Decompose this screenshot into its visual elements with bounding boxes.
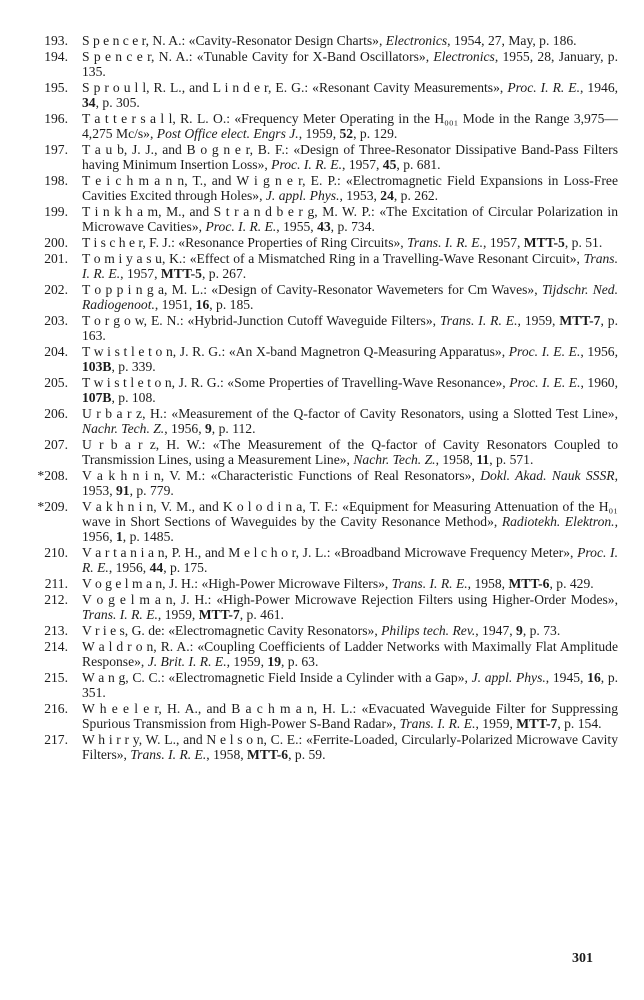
reference-text: T a u b, J. J., and B o g n e r, B. F.: «Design of Three-Resonator Dissipative Band-Pass Filters having Minimum Insertion Loss», [82, 142, 618, 172]
volume-number: 16 [587, 670, 601, 686]
journal-title: Trans. I. R. E. [399, 716, 476, 732]
reference-number: 195. [44, 80, 68, 96]
reference-number: 216. [44, 701, 68, 717]
reference-number: 197. [44, 142, 68, 158]
reference-text: , p. 1485. [122, 529, 174, 544]
reference-item [18, 500, 618, 545]
reference-number: 215. [44, 670, 68, 686]
reference-text: T a t t e r s a l l, R. L. O.: «Frequency Meter Operating in the H₀₀₁ Mode in the Range 3,975—4,275 Mc/s», [82, 111, 618, 141]
reference-text: , p. 267. [201, 266, 247, 282]
reference-item [18, 236, 618, 251]
reference-text: , p. 108. [111, 390, 156, 406]
reference-text: V o g e l m a n, J. H.: «High-Power Microwave Filters», [82, 576, 392, 592]
reference-item [18, 143, 618, 173]
journal-title: Dokl. Akad. Nauk SSSR [480, 468, 615, 484]
reference-text: T i s c h e r, F. J.: «Resonance Properties of Ring Circuits», [82, 235, 408, 251]
journal-title: Proc. I. R. E. [205, 219, 277, 234]
reference-item [18, 624, 618, 639]
journal-title: Proc. I. R. E. [507, 80, 581, 96]
reference-text: S p e n c e r, N. A.: «Cavity-Resonator Design Charts», [82, 33, 386, 48]
reference-number: 202. [44, 282, 68, 298]
journal-title: Proc. I. R. E. [271, 157, 343, 172]
reference-item [18, 81, 618, 111]
journal-title: Tijdschr. Ned. Radiogenoot. [82, 282, 619, 313]
reference-text: T o p p i n g a, M. L.: «Design of Cavity-Resonator Wavemeters for Cm Waves», [82, 282, 542, 298]
reference-text: , p. 681. [396, 157, 441, 172]
reference-text: , 1959, [475, 716, 517, 732]
reference-text: , p. 351. [82, 670, 619, 701]
reference-item [18, 469, 618, 499]
volume-number: 9 [205, 421, 212, 437]
reference-text: , 1957, [342, 157, 383, 172]
volume-number: 24 [380, 188, 394, 203]
reference-text: , p. 185. [209, 297, 254, 313]
reference-text: , p. 779. [129, 483, 174, 499]
journal-title: Post Office elect. Engrs J. [156, 126, 299, 141]
reference-text: , p. 305. [95, 95, 140, 110]
reference-text: , 1956, [108, 560, 150, 575]
reference-number: 194. [44, 49, 68, 65]
volume-number: 19 [267, 654, 281, 670]
volume-number: MTT-7 [559, 313, 601, 329]
reference-item [18, 640, 618, 670]
reference-text: , 1956, [164, 421, 205, 437]
reference-text: W h e e l e r, H. A., and B a c h m a n, H. L.: «Evacuated Waveguide Filter for Suppressing Spurious Transmission from High-Power S-Band Radar», [82, 701, 618, 732]
journal-title: Trans. I. R. E. [82, 607, 158, 623]
reference-text: S p e n c e r, N. A.: «Tunable Cavity for X-Band Oscillators», [82, 49, 434, 65]
volume-number: 52 [339, 126, 354, 141]
reference-text: T w i s t l e t o n, J. R. G.: «Some Properties of Travelling-Wave Resonance», [82, 375, 510, 391]
volume-number: 9 [516, 623, 523, 639]
reference-text: , 1958, [206, 747, 248, 763]
reference-item [18, 174, 618, 204]
reference-item [18, 438, 618, 468]
reference-text: , p. 175. [163, 560, 208, 575]
reference-text: , 1947, [475, 623, 517, 639]
volume-number: 16 [195, 297, 210, 313]
reference-text: , p. 51. [564, 235, 603, 251]
reference-text: , 1959, [517, 313, 560, 329]
reference-text: , 1956, [580, 344, 618, 360]
reference-number: 206. [44, 406, 68, 422]
reference-number: 217. [44, 732, 68, 748]
reference-number: 196. [44, 111, 68, 127]
journal-title: Trans. I. R. E. [407, 235, 484, 251]
reference-text: T o m i y a s u, K.: «Effect of a Mismatched Ring in a Travelling-Wave Resonant Circuit», [82, 251, 584, 267]
journal-title: J. Brit. I. R. E. [147, 654, 227, 670]
journal-title: Radiotekh. Elektron. [501, 514, 615, 530]
reference-text: T i n k h a m, M., and S t r a n d b e r g, M. W. P.: «The Excitation of Circular Polarization in Microwave Cavities», [82, 204, 618, 234]
journal-title: Philips tech. Rev. [381, 623, 476, 639]
reference-number: 203. [44, 313, 68, 329]
journal-title: Trans. I. R. E. [130, 747, 207, 763]
reference-text: T o r g o w, E. N.: «Hybrid-Junction Cutoff Waveguide Filters», [82, 313, 440, 329]
reference-text: , p. 734. [330, 219, 375, 234]
volume-number: 103B [82, 359, 112, 375]
reference-text: , 1953, [339, 188, 381, 203]
reference-text: , 1958, [467, 576, 509, 592]
reference-number: 212. [44, 592, 68, 608]
reference-list [18, 34, 618, 764]
reference-item [18, 702, 618, 732]
reference-item [18, 733, 618, 763]
reference-text: , 1956, [82, 514, 618, 544]
reference-text: , 1951, [154, 297, 196, 313]
reference-text: W h i r r y, W. L., and N e l s o n, C. E.: «Ferrite-Loaded, Circularly-Polarized Microwave Cavity Filters», [82, 732, 618, 763]
reference-text: , p. 339. [111, 359, 156, 375]
journal-title: Trans. I. R. E. [439, 313, 518, 329]
reference-number: 204. [44, 344, 68, 360]
reference-text: W a l d r o n, R. A.: «Coupling Coefficients of Ladder Networks with Maximally Flat Amplitude Response», [82, 639, 618, 670]
reference-item [18, 112, 618, 142]
reference-item [18, 252, 618, 282]
reference-text: , p. 63. [280, 654, 319, 670]
reference-text: S p r o u l l, R. L., and L i n d e r, E. G.: «Resonant Cavity Measurements», [82, 80, 508, 96]
reference-text: , 1945, [545, 670, 588, 686]
reference-number: 200. [44, 235, 68, 251]
reference-number: 198. [44, 173, 68, 189]
reference-item [18, 345, 618, 375]
journal-title: J. appl. Phys. [471, 670, 546, 686]
volume-number: 1 [115, 529, 123, 544]
reference-text: V r i e s, G. de: «Electromagnetic Cavity Resonators», [82, 623, 382, 639]
reference-item [18, 205, 618, 235]
reference-text: , p. 59. [288, 747, 326, 763]
journal-title: Proc. I. E. E. [508, 344, 581, 360]
reference-text: , p. 163. [82, 313, 618, 344]
reference-number: 214. [44, 639, 68, 655]
reference-text: , 1957, [120, 266, 161, 282]
volume-number: 44 [149, 560, 164, 575]
journal-title: Proc. I. E. E. [509, 375, 581, 391]
volume-number: MTT-6 [247, 747, 289, 763]
volume-number: 34 [82, 95, 96, 110]
reference-item [18, 593, 618, 623]
volume-number: MTT-7 [516, 716, 558, 732]
reference-number: 210. [44, 545, 68, 561]
reference-text: , 1959, [298, 126, 340, 141]
reference-text: , p. 429. [549, 576, 594, 592]
reference-text: , 1959, [157, 607, 199, 623]
reference-text: , 1958, [435, 452, 477, 468]
reference-text: , 1955, [276, 219, 318, 234]
reference-text: , p. 262. [393, 188, 439, 203]
reference-text: , p. 129. [353, 126, 398, 141]
reference-text: , p. 112. [211, 421, 256, 437]
volume-number: 107B [82, 390, 112, 406]
reference-text: , p. 461. [239, 607, 284, 623]
journal-title: J. appl. Phys. [265, 188, 340, 203]
reference-text: , 1954, 27, May, p. 186. [447, 33, 577, 48]
volume-number: MTT-5 [160, 266, 202, 282]
volume-number: MTT-7 [198, 607, 240, 623]
reference-text: , p. 571. [489, 452, 534, 468]
reference-text: , 1955, 28, January, p. 135. [82, 49, 618, 79]
journal-title: Nachr. Tech. Z. [82, 421, 165, 437]
reference-text: , 1946, [580, 80, 619, 96]
volume-number: 91 [115, 483, 130, 499]
reference-text: U r b a r z, H. W.: «The Measurement of the Q-factor of Cavity Resonators Coupled to Transmission Lines, using a Measurement Line», [82, 437, 618, 468]
reference-text: , 1957, [483, 235, 524, 251]
reference-item [18, 314, 618, 344]
reference-text: T e i c h m a n n, T., and W i g n e r, E. P.: «Electromagnetic Field Expansions in Loss-Free Cavities Excited through Holes», [82, 173, 618, 203]
volume-number: MTT-5 [523, 235, 565, 251]
reference-text: V a k h n i n, V. M., and K o l o d i n a, T. F.: «Equipment for Measuring Attenuation of the H₀₁ wave in Short Sections of Waveguides by the Cavity Resonance Method», [82, 499, 618, 530]
reference-text: T w i s t l e t o n, J. R. G.: «An X-band Magnetron Q-Measuring Apparatus», [82, 344, 509, 360]
journal-title: Electronics [433, 49, 495, 65]
reference-number: *208. [37, 468, 68, 484]
volume-number: 45 [382, 157, 397, 172]
reference-item [18, 546, 618, 576]
reference-text: V a r t a n i a n, P. H., and M e l c h o r, J. L.: «Broadband Microwave Frequency Meter», [82, 545, 578, 561]
reference-item [18, 376, 618, 406]
reference-item [18, 283, 618, 313]
reference-number: 199. [44, 204, 68, 220]
reference-item [18, 671, 618, 701]
reference-number: 205. [44, 375, 68, 391]
reference-text: , 1960, [580, 375, 618, 391]
reference-text: , p. 73. [522, 623, 561, 639]
reference-number: *209. [37, 499, 68, 515]
journal-title: Trans. I. R. E. [82, 251, 618, 282]
reference-number: 207. [44, 437, 68, 453]
journal-title: Electronics [385, 33, 448, 48]
reference-text: , 1959, [226, 654, 268, 670]
volume-number: 11 [476, 452, 490, 468]
reference-number: 193. [44, 33, 68, 48]
volume-number: MTT-6 [508, 576, 550, 592]
reference-text: , p. 154. [557, 716, 602, 732]
reference-number: 201. [44, 251, 68, 267]
volume-number: 43 [317, 219, 331, 234]
journal-title: Proc. I. R. E. [82, 545, 618, 575]
journal-title: Trans. I. R. E. [391, 576, 468, 592]
reference-item [18, 50, 618, 80]
reference-text: , 1953, [82, 468, 618, 499]
page-number: 301 [572, 951, 593, 966]
journal-title: Nachr. Tech. Z. [353, 452, 436, 468]
reference-text: V o g e l m a n, J. H.: «High-Power Microwave Rejection Filters using Higher-Order Modes», [82, 592, 618, 608]
reference-text: U r b a r z, H.: «Measurement of the Q-factor of Cavity Resonators, using a Slotted Test Line», [82, 406, 618, 422]
reference-text: V a k h n i n, V. M.: «Characteristic Functions of Real Resonators», [82, 468, 481, 484]
reference-text: W a n g, C. C.: «Electromagnetic Field Inside a Cylinder with a Gap», [82, 670, 472, 686]
reference-number: 211. [44, 576, 68, 592]
reference-item [18, 34, 618, 49]
reference-item [18, 407, 618, 437]
reference-item [18, 577, 618, 592]
reference-number: 213. [44, 623, 68, 639]
